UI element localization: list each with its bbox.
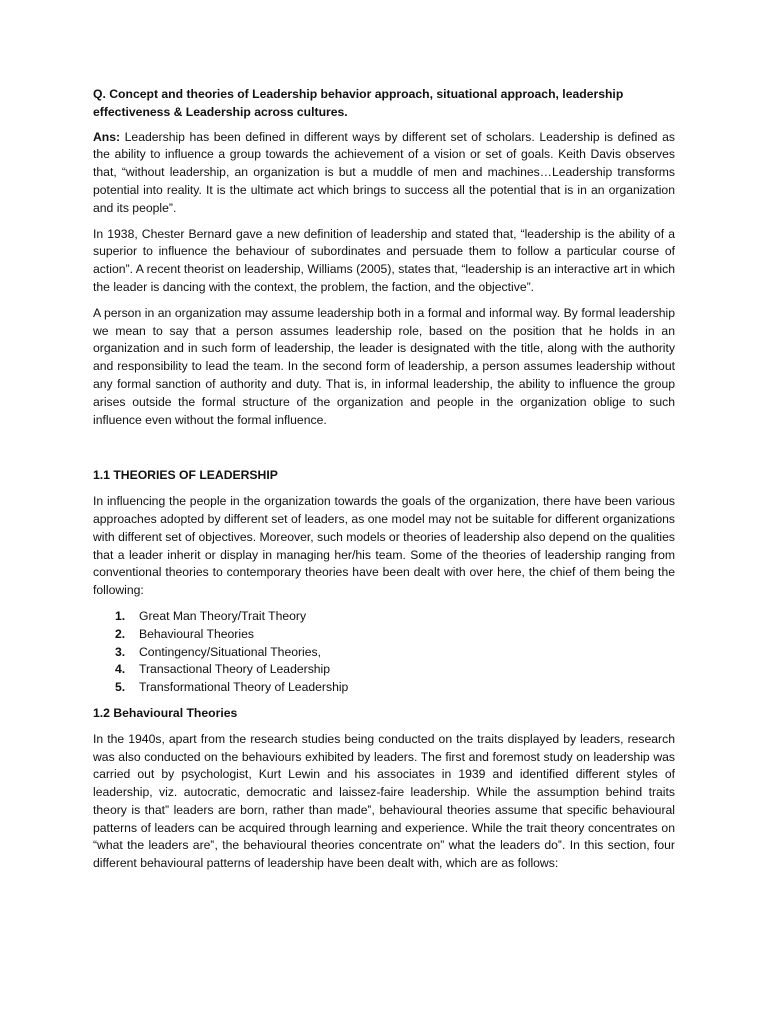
theories-list: [93, 608, 675, 697]
list-item-number: 1.: [115, 608, 126, 623]
list-item-text: Transactional Theory of Leadership: [139, 662, 331, 677]
list-item-text: Behavioural Theories: [139, 626, 254, 641]
list-item-number: 3.: [115, 644, 126, 659]
paragraph-behavioural: In the 1940s, apart from the research studies being conducted on the traits displayed by leaders, research was also conducted on the behaviours exhibited by leaders. The first and foremost study on leadership was carried out by psychologist, Kurt Lewin and his associates in 1939 and identified different styles of leadership, viz. autocratic, democratic and laissez-faire leadership. While the assumption behind traits theory is that” leaders are born, rather than made‟, behavioural theories assume that specific behavioural patterns of leaders can be acquired through learning and experience. While the trait theory concentrates on “what the leaders are‟, the behavioural theories concentrate on” what the leaders do‟. In this section, four different behavioural patterns of leadership have been dealt with, which are as follows:: [93, 731, 675, 871]
answer-label: Ans:: [93, 129, 121, 144]
paragraph-bernard: In 1938, Chester Bernard gave a new definition of leadership and stated that, “leadership is the ability of a superior to influence the behaviour of subordinates and persuade them to follow a particular course of action”. A recent theorist on leadership, Williams (2005), states that, “leadership is an interactive art in which the leader is dancing with the context, the problem, the faction, and the objective”.: [93, 226, 675, 294]
paragraph-formal-informal: A person in an organization may assume leadership both in a formal and informal way. By formal leadership we mean to say that a person assumes leadership role, based on the position that he holds in an organization and in such form of leadership, the leader is designated with the title, along with the authority and responsibility to lead the team. In the second form of leadership, a person assumes leadership without any formal sanction of authority and duty. That is, in informal leadership, the ability to influence the group arises outside the formal structure of the organization and people in the organization oblige to such influence even without the formal influence.: [93, 305, 675, 427]
list-item-number: 5.: [115, 680, 126, 695]
list-item: [115, 644, 675, 662]
list-item: [115, 626, 675, 644]
question-heading: Q. Concept and theories of Leadership behavior approach, situational approach, leadership effectiveness & Leadership across cultures.: [93, 87, 624, 119]
list-item: [115, 608, 675, 626]
list-item-text: Great Man Theory/Trait Theory: [139, 608, 307, 623]
section-heading-behavioural: 1.2 Behavioural Theories: [93, 705, 238, 720]
list-item-number: 2.: [115, 626, 126, 641]
answer-paragraph: [93, 129, 675, 218]
list-item-text: Contingency/Situational Theories,: [139, 644, 322, 659]
list-item-number: 4.: [115, 662, 126, 677]
list-item-text: Transformational Theory of Leadership: [139, 680, 349, 695]
answer-text: Leadership has been defined in different ways by different set of scholars. Leadership is defined as the ability to influence a group towards the achievement of a vision or set of goals. Keith Davis observes that, “without leadership, an organization is but a muddle of men and machines…Leadership transforms potential into reality. It is the ultimate act which brings to success all the potential that is in an organization and its people”.: [93, 129, 675, 215]
paragraph-theories-intro: In influencing the people in the organization towards the goals of the organization, there have been various approaches adopted by different set of leaders, as one model may not be suitable for different organizations with different set of objectives. Moreover, such models or theories of leadership also depend on the qualities that a leader inherit or display in managing her/his team. Some of the theories of leadership ranging from conventional theories to contemporary theories have been dealt with over here, the chief of them being the following:: [93, 494, 675, 598]
list-item: [115, 679, 675, 697]
list-item: [115, 661, 675, 679]
section-heading-theories: 1.1 THEORIES OF LEADERSHIP: [93, 468, 278, 483]
